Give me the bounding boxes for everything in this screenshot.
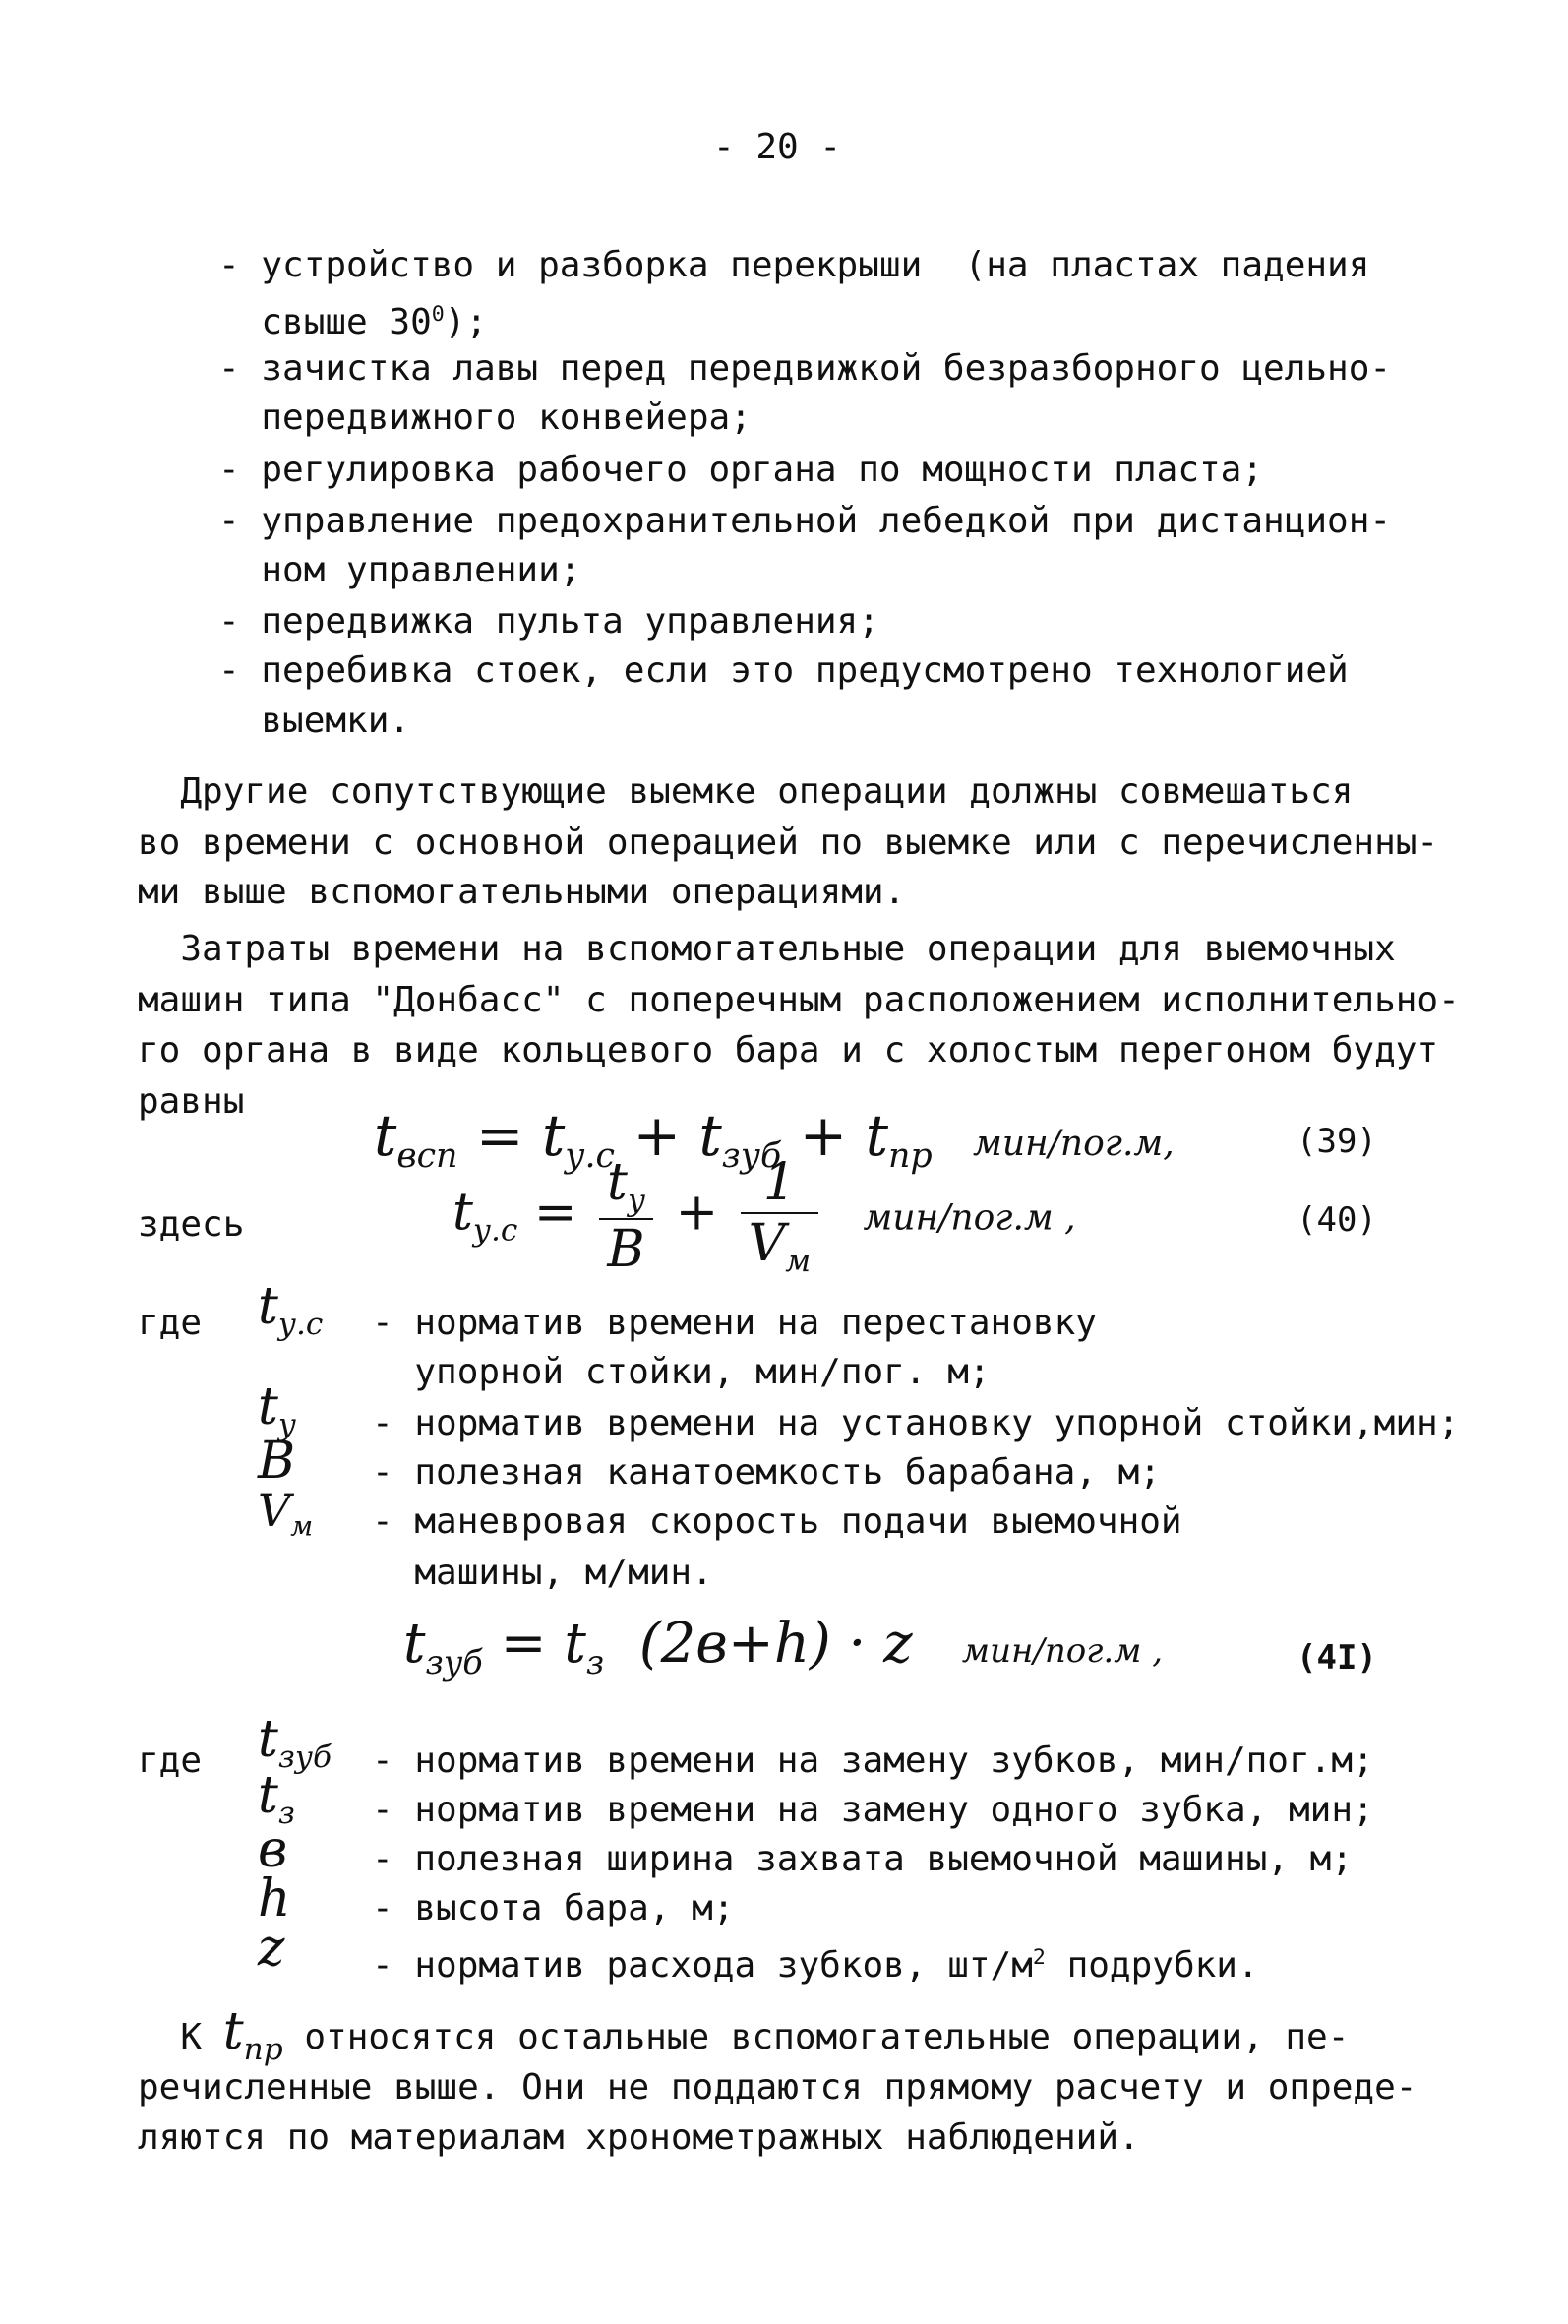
list-item: - передвижка пульта управления; <box>218 601 879 642</box>
legend-line: - норматив времени на замену одного зубка, мин; <box>372 1790 1374 1830</box>
list-item: - управление предохранительной лебедкой при дистанцион- <box>218 501 1392 541</box>
legend-line: машины, м/мин. <box>372 1553 713 1593</box>
text-line: равны <box>138 1081 245 1122</box>
list-item: - устройство и разборка перекрыши (на пластах падения <box>218 245 1370 285</box>
text-line: го органа в виде кольцевого бара и с холостым перегоном будут <box>138 1030 1439 1070</box>
equation-40: $t_{у.с}$ = $\frac{t_у}{В}$ + $\frac{1}{V_м}$ мин/пог.м , <box>452 1153 1076 1279</box>
label-gde: где <box>138 1303 203 1343</box>
page-number: - 20 - <box>713 127 842 167</box>
equation-number-41: (4I) <box>1297 1638 1377 1678</box>
fraction-1-over-Vm: $\frac{1}{V_м}$ <box>741 1153 818 1279</box>
equation-number-40: (40) <box>1297 1200 1377 1240</box>
legend-line: - норматив времени на замену зубков, мин/пог.м; <box>372 1741 1374 1781</box>
symbol-t-u: $t_у$ <box>258 1377 296 1442</box>
symbol-h: h <box>258 1869 291 1928</box>
list-item-cont: ном управлении; <box>218 550 581 590</box>
legend-line: - норматив времени на перестановку <box>372 1303 1097 1343</box>
symbol-t-pr: $t_{пр}$ <box>222 2002 283 2067</box>
label-zdes: здесь <box>138 1204 245 1245</box>
text-line: машин типа "Донбасс" с поперечным расположением исполнительно- <box>138 980 1460 1020</box>
label-gde: где <box>138 1741 203 1781</box>
list-item-cont: свыше $30^0$); <box>218 301 488 342</box>
legend-line: - высота бара, м; <box>372 1888 735 1928</box>
legend-line: - маневровая скорость подачи выемочной <box>372 1501 1182 1542</box>
legend-line: упорной стойки, мин/пог. м; <box>372 1352 991 1392</box>
text-line: Затраты времени на вспомогательные операции для выемочных <box>138 929 1396 969</box>
text-line: К $t_{пр}$ относятся остальные вспомогательные операции, пе- <box>138 2002 1350 2067</box>
text-line: Другие сопутствующие выемке операции должны совмешаться <box>138 771 1354 812</box>
text-line: ми выше вспомогательными операциями. <box>138 872 906 912</box>
equation-39: $t_{всп} = t_{у.с} + t_{зуб} + t_{пр}$ мин/пог.м, <box>374 1102 1175 1177</box>
equation-41: $t_{зуб} = t_з$ (2в+h) · z мин/пог.м , <box>403 1612 1164 1682</box>
legend-line: - полезная ширина захвата выемочной машины, м; <box>372 1839 1353 1879</box>
list-item-cont: передвижного конвейера; <box>218 398 752 438</box>
legend-line: - норматив расхода зубков, $шт/м^2$ подрубки. <box>372 1944 1259 1986</box>
symbol-t-us: $t_{у.с}$ <box>258 1277 324 1342</box>
list-item-cont: выемки. <box>218 701 411 741</box>
legend-line: - норматив времени на установку упорной стойки,мин; <box>372 1403 1460 1443</box>
symbol-B: В <box>258 1432 296 1491</box>
text-line: речисленные выше. Они не поддаются прямому расчету и опреде- <box>138 2067 1417 2108</box>
symbol-v: в <box>258 1820 288 1879</box>
text-line: ляются по материалам хронометражных наблюдений. <box>138 2117 1140 2158</box>
symbol-t-zub: $t_{зуб}$ <box>258 1710 332 1775</box>
symbol-z: z <box>258 1919 285 1978</box>
symbol-Vm: $V_м$ <box>258 1484 314 1543</box>
list-item: - перебивка стоек, если это предусмотрено технологией <box>218 650 1349 691</box>
legend-line: - полезная канатоемкость барабана, м; <box>372 1452 1161 1493</box>
equation-number-39: (39) <box>1297 1122 1377 1161</box>
text-line: во времени с основной операцией по выемке или с перечисленны- <box>138 823 1439 863</box>
list-item: - регулировка рабочего органа по мощности пласта; <box>218 450 1264 490</box>
list-item: - зачистка лавы перед передвижкой безразборного цельно- <box>218 348 1392 389</box>
symbol-t-z: $t_з$ <box>258 1766 295 1831</box>
fraction-ty-over-B: $\frac{t_у}{В}$ <box>599 1153 653 1279</box>
